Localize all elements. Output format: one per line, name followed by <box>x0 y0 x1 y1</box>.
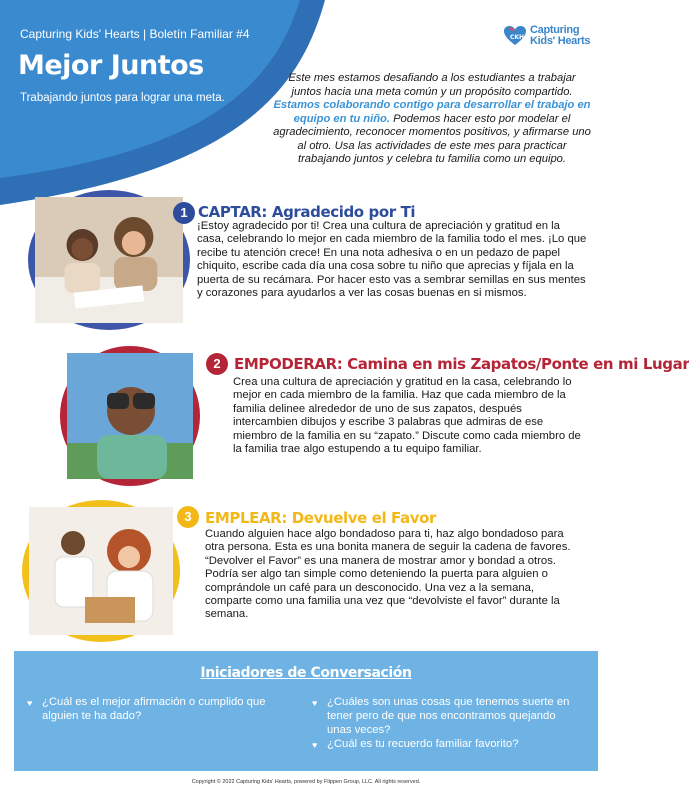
section-3-body: Cuando alguien hace algo bondadoso para ti, haz algo bondadoso para otra persona. Esta es una bonita manera de seguir la cadena de favores. “Devolver el Favor” es una manera de mostrar amor y bondad a otros. Podría ser algo tan simple como deteniendo la puerta para alguien o comprándole un café para un desconocido. Una vez a la semana, comparte como una familia una vez que “devolviste el favor” durante la semana. <box>205 528 571 621</box>
conversation-starters-box <box>14 651 598 771</box>
logo <box>503 24 598 52</box>
page-tagline: Trabajando juntos para lograr una meta. <box>20 92 225 104</box>
volunteers-photo <box>22 500 180 642</box>
starter-question-1-text: ¿Cuál es el mejor afirmación o cumplido que alguien te ha dado? <box>42 696 266 722</box>
starter-question-1 <box>27 695 292 723</box>
heart-logo-icon <box>503 24 527 48</box>
heart-bullet-icon: ♥ <box>312 698 318 708</box>
intro-highlight: Estamos colaborando contigo para desarrollar el trabajo en equipo en tu niño. <box>273 99 591 125</box>
starter-question-2 <box>312 695 577 737</box>
svg-text:CKH: CKH <box>510 34 525 41</box>
boy-with-binoculars-photo <box>60 346 200 486</box>
page-title: Mejor Juntos <box>18 50 204 81</box>
intro-paragraph <box>272 72 592 167</box>
section-2-body: Crea una cultura de apreciación y gratitud en la casa, celebrando lo mejor en cada miembro de la familia. Haz que cada miembro de la familia delinee alrededor de uno de sus zapatos, después intercambien dibujos y escribe 3 palabras que admiras de ese miembro de la familia en su “zapato.” Discute como cada miembro de la familia trae algo estupendo a tu equipo familiar. <box>233 376 581 456</box>
section-2-title: EMPODERAR: Camina en mis Zapatos/Ponte en mi Lugar <box>234 355 689 373</box>
conversation-starters-title: Iniciadores de Conversación <box>200 665 412 681</box>
section-1-title: CAPTAR: Agradecido por Ti <box>198 203 416 221</box>
starter-question-3 <box>312 737 577 751</box>
starter-question-3-text: ¿Cuál es tu recuerdo familiar favorito? <box>327 738 519 750</box>
heart-bullet-icon: ♥ <box>27 698 33 708</box>
logo-line-2: Kids' Hearts <box>530 35 591 47</box>
intro-part-2: Podemos hacer esto por modelar el agradecimiento, reconocer momentos positivos, y afirmarse uno al otro. Usa las actividades de este mes para practicar trabajando juntos y celebra tu familia como un equipo. <box>273 112 591 165</box>
starter-question-2-text: ¿Cuáles son unas cosas que tenemos suerte en tener pero de que nos encontramos quejando unas veces? <box>327 696 570 736</box>
newsletter-series: Capturing Kids' Hearts | Boletín Familiar #4 <box>20 27 250 41</box>
section-3-number: 3 <box>177 506 199 528</box>
section-3-title: EMPLEAR: Devuelve el Favor <box>205 509 437 527</box>
copyright-notice: Copyright © 2022 Capturing Kids' Hearts, powered by Flippen Group, LLC. All rights reserved. <box>191 779 421 785</box>
heart-bullet-icon: ♥ <box>312 740 318 750</box>
logo-text <box>530 25 590 47</box>
section-1-number: 1 <box>173 202 195 224</box>
section-2-number: 2 <box>206 353 228 375</box>
woman-and-girl-studying-photo <box>28 190 190 330</box>
intro-part-1: Este mes estamos desafiando a los estudiantes a trabajar juntos hacia una meta común y un propósito compartido. <box>288 72 576 98</box>
logo-line-1: Capturing <box>530 24 580 36</box>
section-1-body: ¡Estoy agradecido por ti! Crea una cultura de apreciación y gratitud en la casa, celebrando lo mejor en cada miembro de la familia todo el mes. ¡Lo que recibe tu atención crece! En una nota adhesiva o en un pedazo de papel chiquito, escribe cada día una cosa sobre tu niño que aprecias y fíjala en la puerta de su recámara. Por hacer esto vas a sembrar semillas en sus mentes y corazones para ayudarlos a ver las cosas buenas en si mismos. <box>197 220 587 300</box>
